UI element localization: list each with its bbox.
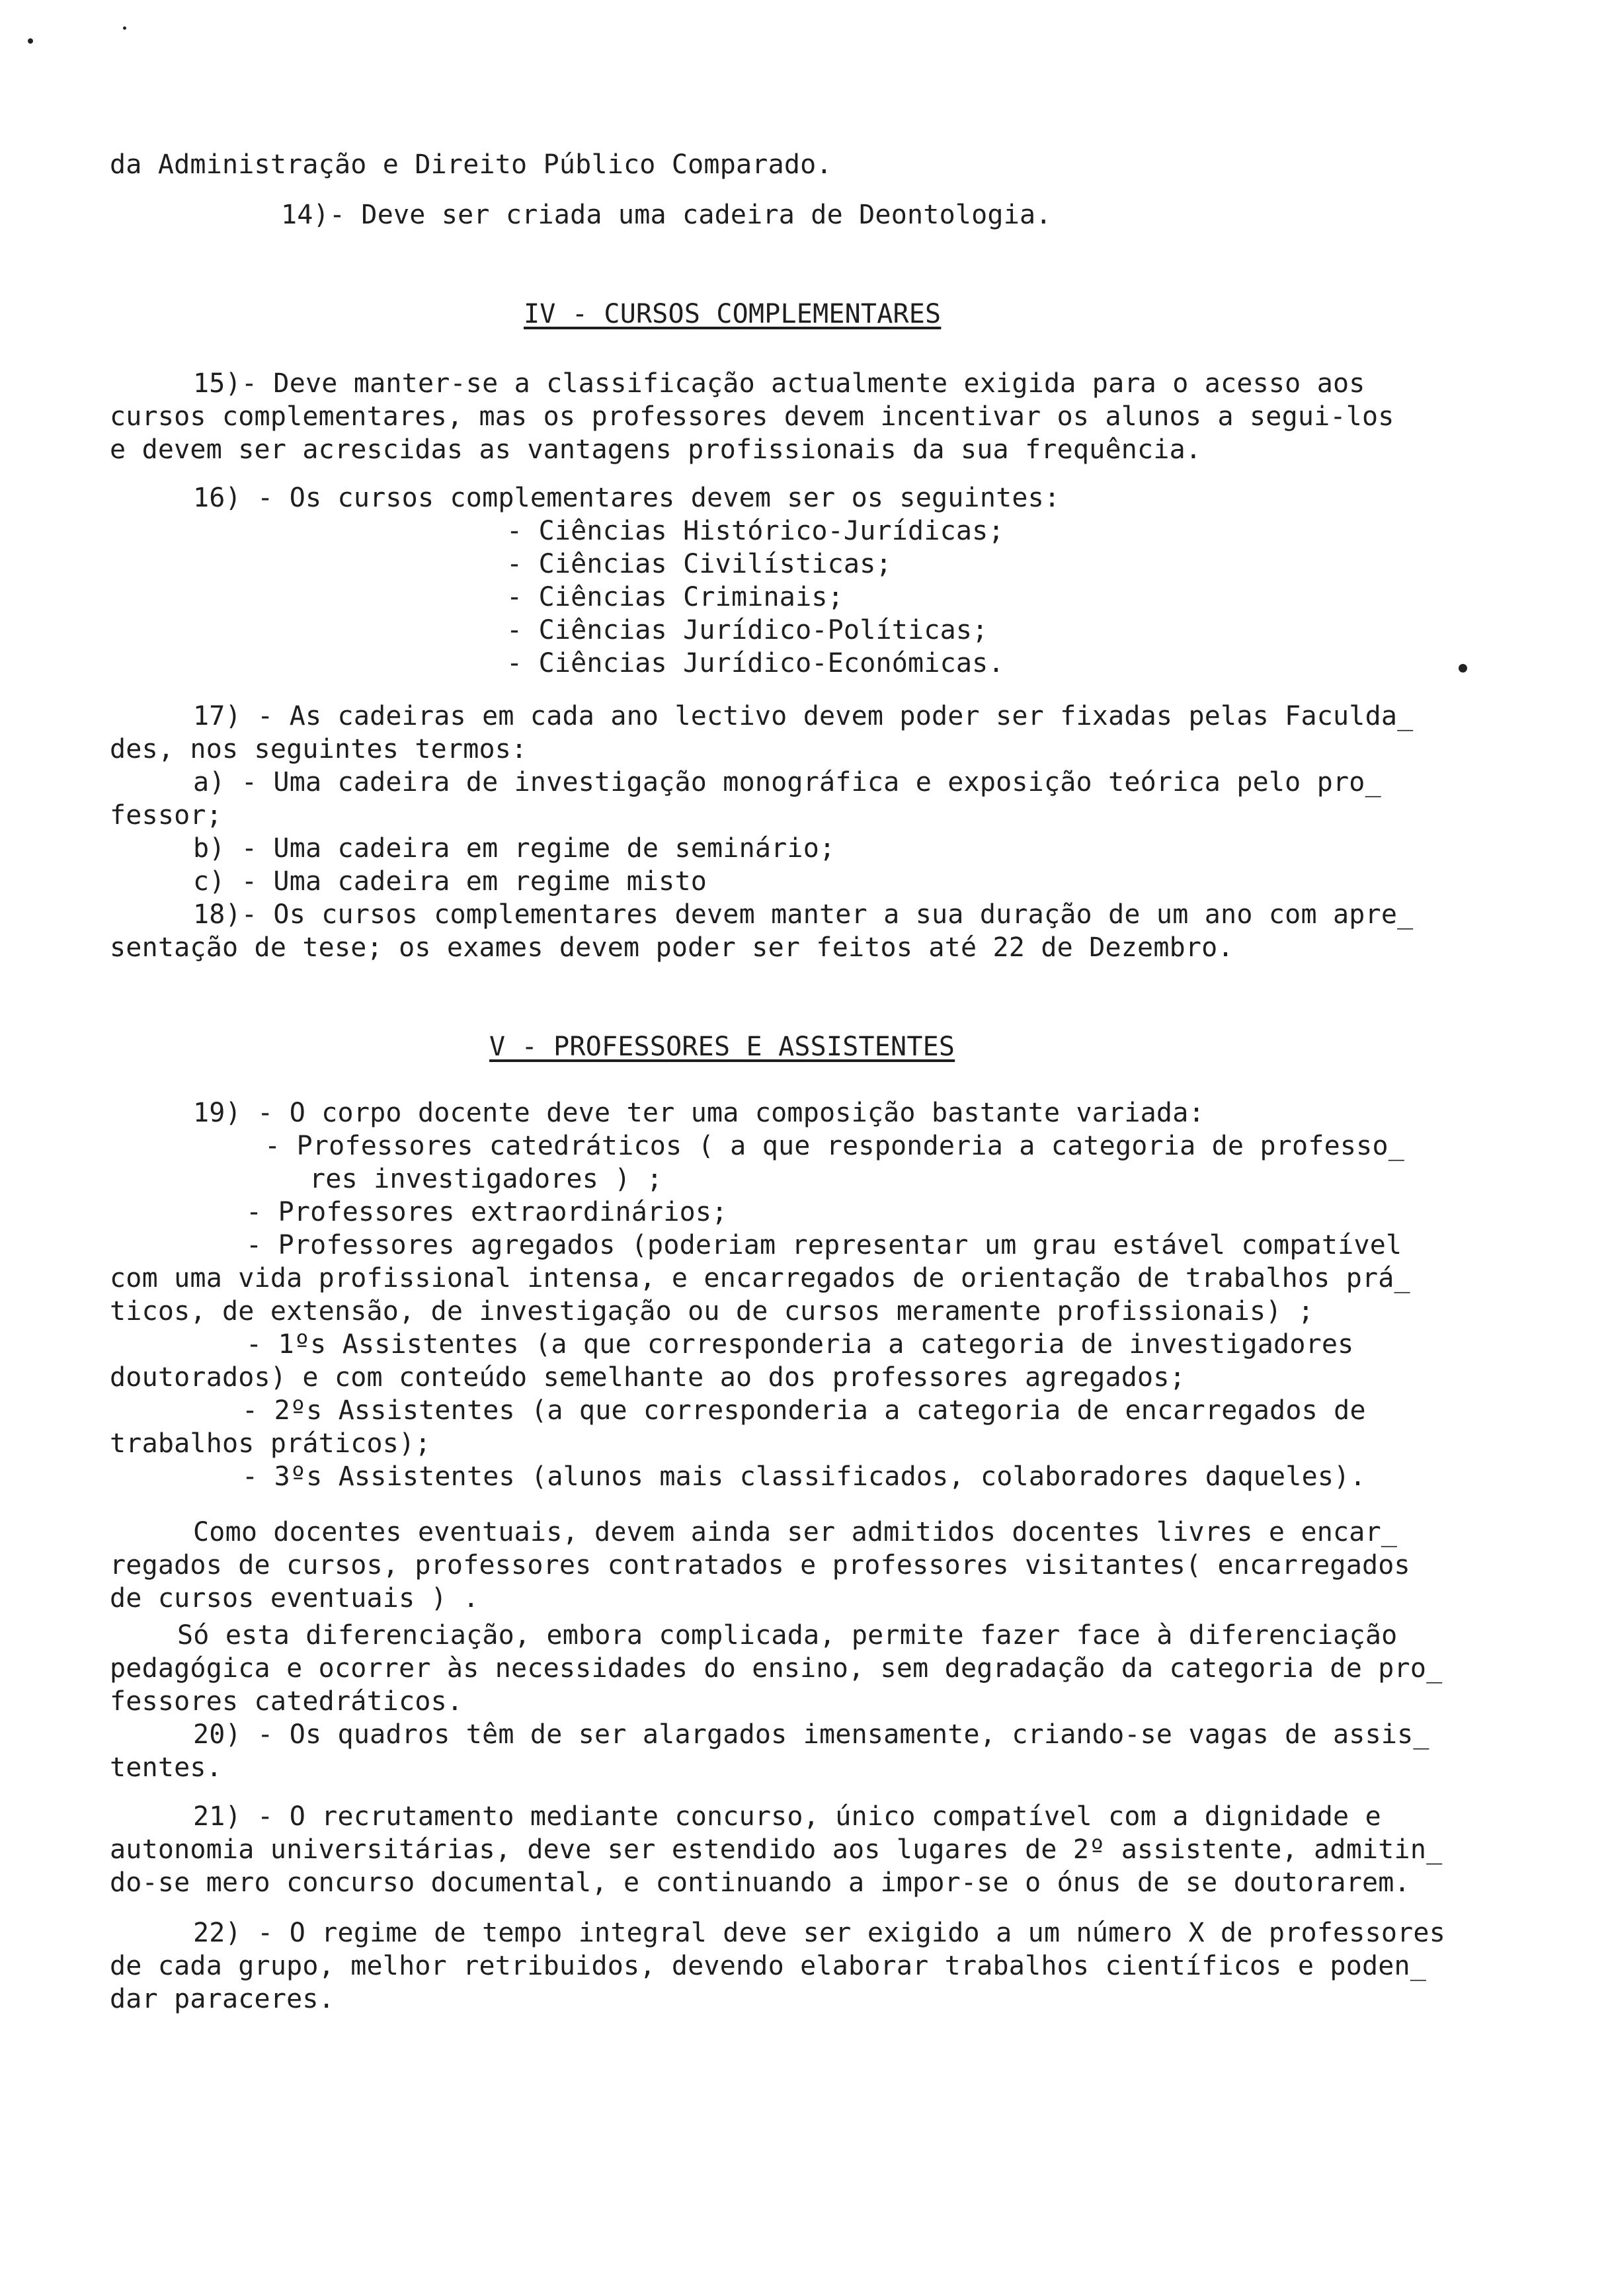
text-line: c) - Uma cadeira em regime misto — [193, 866, 707, 897]
text-line: de cada grupo, melhor retribuidos, devendo elaborar trabalhos científicos e poden_ — [110, 1951, 1427, 1981]
text-line: doutorados) e com conteúdo semelhante ao dos professores agregados; — [110, 1362, 1186, 1393]
text-line: do-se mero concurso documental, e continuando a impor-se o ónus de se doutorarem. — [110, 1867, 1410, 1898]
text-line: e devem ser acrescidas as vantagens profissionais da sua frequência. — [110, 434, 1202, 465]
list-item: - Ciências Histórico-Jurídicas; — [506, 516, 1004, 546]
text-line: da Administração e Direito Público Comparado. — [110, 149, 832, 180]
text-line: res investigadores ) ; — [309, 1164, 663, 1194]
list-item: - Ciências Civilísticas; — [506, 549, 892, 579]
list-item: - Ciências Criminais; — [506, 582, 844, 612]
list-item: - Professores agregados (poderiam representar um grau estável compatível — [246, 1230, 1402, 1260]
text-line: ticos, de extensão, de investigação ou de cursos meramente profissionais) ; — [110, 1296, 1314, 1327]
text-line: com uma vida profissional intensa, e encarregados de orientação de trabalhos prá_ — [110, 1263, 1410, 1293]
margin-dot — [1459, 664, 1467, 673]
list-item: - Professores catedráticos ( a que responderia a categoria de professo_ — [264, 1131, 1405, 1161]
text-line: dar paraceres. — [110, 1984, 335, 2014]
margin-dot — [28, 38, 33, 44]
text-line: Só esta diferenciação, embora complicada, permite fazer face à diferenciação — [177, 1620, 1398, 1651]
text-line: trabalhos práticos); — [110, 1428, 431, 1459]
list-item: - Professores extraordinários; — [246, 1197, 728, 1227]
list-item: - Ciências Jurídico-Políticas; — [506, 615, 988, 645]
text-line: 21) - O recrutamento mediante concurso, único compatível com a dignidade e — [193, 1801, 1381, 1832]
text-line: des, nos seguintes termos: — [110, 734, 528, 764]
text-line: fessor; — [110, 800, 222, 831]
text-line: pedagógica e ocorrer às necessidades do ensino, sem degradação da categoria de pro_ — [110, 1653, 1443, 1684]
text-line: 19) - O corpo docente deve ter uma composição bastante variada: — [193, 1098, 1205, 1128]
text-line: 18)- Os cursos complementares devem manter a sua duração de um ano com apre_ — [193, 899, 1414, 930]
text-line: 20) - Os quadros têm de ser alargados imensamente, criando-se vagas de assis_ — [193, 1719, 1429, 1750]
text-line: tentes. — [110, 1752, 222, 1783]
text-line: autonomia universitárias, deve ser estendido aos lugares de 2º assistente, admitin_ — [110, 1834, 1443, 1865]
section-heading: IV - CURSOS COMPLEMENTARES — [524, 299, 942, 329]
list-item: - Ciências Jurídico-Económicas. — [506, 648, 1004, 678]
text-line: regados de cursos, professores contratados e professores visitantes( encarregados — [110, 1550, 1410, 1580]
text-line: sentação de tese; os exames devem poder ser feitos até 22 de Dezembro. — [110, 932, 1234, 963]
text-line: fessores catedráticos. — [110, 1686, 463, 1717]
list-item: - 1ºs Assistentes (a que corresponderia a categoria de investigadores — [246, 1329, 1354, 1360]
text-line: 22) - O regime de tempo integral deve ser exigido a um número X de professores — [193, 1918, 1445, 1948]
text-line: 15)- Deve manter-se a classificação actualmente exigida para o acesso aos — [193, 368, 1365, 399]
text-line: a) - Uma cadeira de investigação monográfica e exposição teórica pelo pro_ — [193, 767, 1381, 798]
text-line: cursos complementares, mas os professores devem incentivar os alunos a segui-los — [110, 401, 1394, 432]
margin-dot — [123, 26, 126, 30]
list-item: - 3ºs Assistentes (alunos mais classificados, colaboradores daqueles). — [242, 1461, 1366, 1492]
section-heading: V - PROFESSORES E ASSISTENTES — [489, 1032, 955, 1062]
text-line: b) - Uma cadeira em regime de seminário; — [193, 833, 836, 864]
text-line: 17) - As cadeiras em cada ano lectivo devem poder ser fixadas pelas Faculda_ — [193, 701, 1414, 731]
text-line: 16) - Os cursos complementares devem ser os seguintes: — [193, 483, 1061, 513]
text-line: Como docentes eventuais, devem ainda ser admitidos docentes livres e encar_ — [193, 1517, 1398, 1547]
text-line: 14)- Deve ser criada uma cadeira de Deontologia. — [281, 200, 1052, 230]
text-line: de cursos eventuais ) . — [110, 1583, 479, 1614]
list-item: - 2ºs Assistentes (a que corresponderia a categoria de encarregados de — [242, 1395, 1366, 1426]
